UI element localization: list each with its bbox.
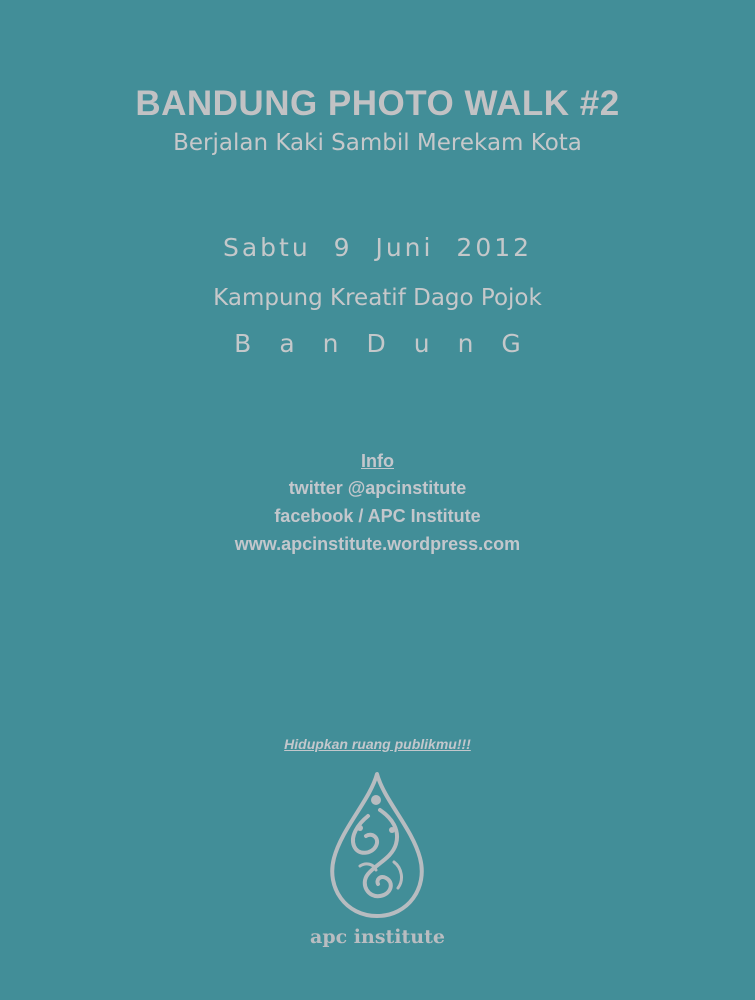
event-date: Sabtu 9 Juni 2012: [222, 233, 533, 262]
poster-subtitle: Berjalan Kaki Sambil Merekam Kota: [173, 130, 582, 156]
event-city: BanDunG: [234, 329, 549, 358]
slogan: Hidupkan ruang publikmu!!!: [284, 736, 471, 752]
info-twitter: twitter @apcinstitute: [288, 478, 467, 498]
water-drop-figure-icon: [320, 770, 434, 920]
event-venue: Kampung Kreatif Dago Pojok: [213, 285, 542, 311]
brand-name: apc institute: [310, 926, 445, 948]
poster-title: BANDUNG PHOTO WALK #2: [135, 84, 620, 123]
info-heading: Info: [361, 451, 394, 471]
info-website: www.apcinstitute.wordpress.com: [234, 534, 521, 554]
info-facebook: facebook / APC Institute: [274, 506, 481, 526]
